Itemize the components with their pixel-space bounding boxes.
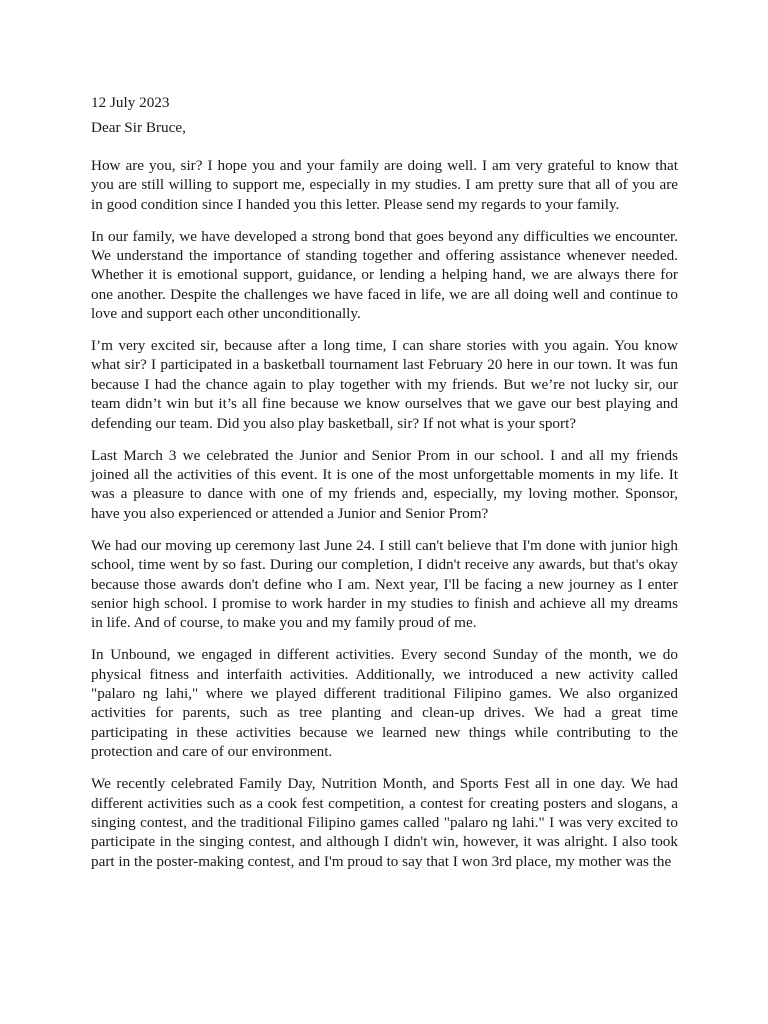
paragraph-unbound: In Unbound, we engaged in different activities. Every second Sunday of the month, we do physical fitness and interfaith activities. Additionally, we introduced a new activity called "palaro ng lahi," where we played different traditional Filipino games. We also organized activities for parents, such as tree planting and clean-up drives. We had a great time participating in these activities because we learned new things while contributing to the protection and care of our environment.	[91, 646, 678, 761]
letter-salutation: Dear Sir Bruce,	[91, 119, 186, 137]
letter-date: 12 July 2023	[91, 94, 170, 111]
paragraph-family: In our family, we have developed a strong bond that goes beyond any difficulties we encounter. We understand the importance of standing together and offering assistance whenever needed. Whether it is emotional support, guidance, or lending a helping hand, we are always there for one another. Despite the challenges we have faced in life, we are all doing well and continue to love and support each other unconditionally.	[91, 227, 678, 323]
letter-body	[91, 93, 678, 884]
paragraph-prom: Last March 3 we celebrated the Junior and Senior Prom in our school. I and all my friends joined all the activities of this event. It is one of the most unforgettable moments in my life. It was a pleasure to dance with one of my friends and, especially, my loving mother. Sponsor, have you also experienced or attended a Junior and Senior Prom?	[91, 446, 678, 522]
paragraph-family-day: We recently celebrated Family Day, Nutrition Month, and Sports Fest all in one day. We had different activities such as a cook fest competition, a contest for creating posters and slogans, a singing contest, and the traditional Filipino games called "palaro ng lahi." I was very excited to participate in the singing contest, and although I didn't win, however, it was alright. I also took part in the poster-making contest, and I'm proud to say that I won 3rd place, my mother was the	[91, 775, 678, 870]
paragraph-basketball: I’m very excited sir, because after a long time, I can share stories with you again. You know what sir? I participated in a basketball tournament last February 20 here in our town. It was fun because I had the chance again to play together with my friends. But we’re not lucky sir, our team didn’t win but it’s all fine because we know ourselves that we gave our best playing and defending our team. Did you also play basketball, sir? If not what is your sport?	[91, 337, 678, 432]
paragraph-moving-up: We had our moving up ceremony last June 24. I still can't believe that I'm done with junior high school, time went by so fast. During our completion, I didn't receive any awards, but that's okay because those awards don't define who I am. Next year, I'll be facing a new journey as I enter senior high school. I promise to work harder in my studies to finish and achieve all my dreams in life. And of course, to make you and my family proud of me.	[91, 536, 678, 632]
paragraph-greeting: How are you, sir? I hope you and your family are doing well. I am very grateful to know that you are still willing to support me, especially in my studies. I am pretty sure that all of you are in good condition since I handed you this letter. Please send my regards to your family.	[91, 156, 678, 213]
